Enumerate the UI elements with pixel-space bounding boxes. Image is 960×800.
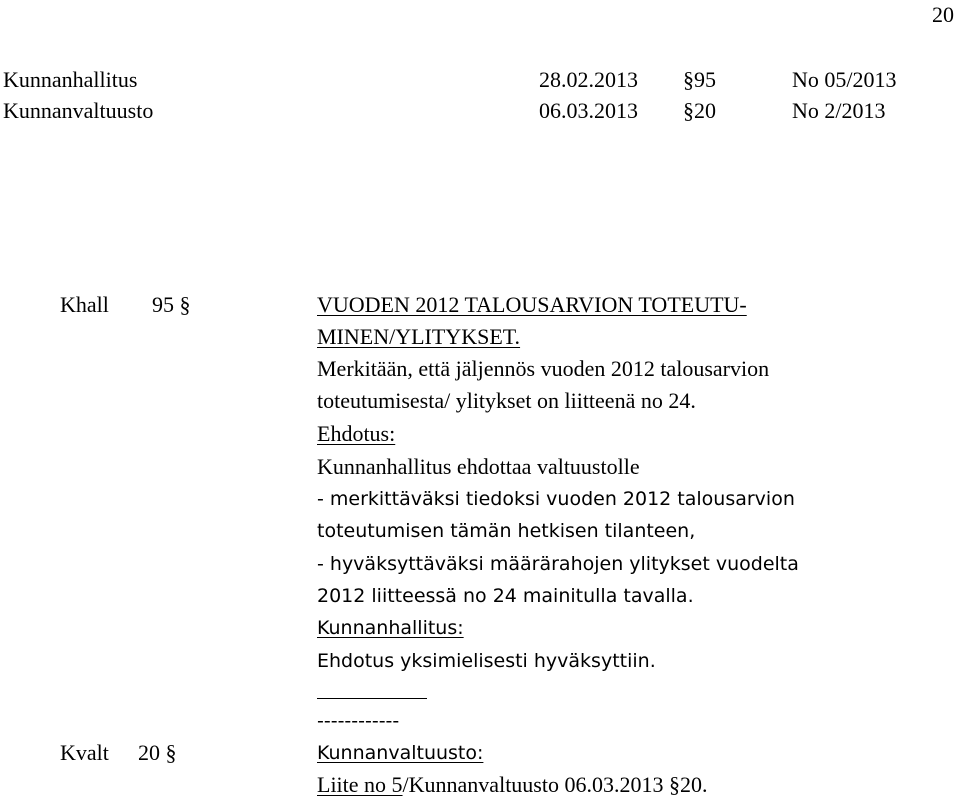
header-organization: Kunnanhallitus <box>3 67 138 92</box>
khall-margin-label <box>60 290 191 320</box>
dash-separator: ------------ <box>317 710 400 732</box>
header-date: 28.02.2013 <box>539 67 638 92</box>
khall-body-line1: Merkitään, että jäljennös vuoden 2012 talousarvion <box>317 356 770 381</box>
proposal-line3: - hyväksyttäväksi määrärahojen ylitykset vuodelta <box>317 553 799 575</box>
proposal-heading: Ehdotus: <box>317 421 396 446</box>
kvalt-margin-label <box>60 738 177 768</box>
khall-section: 95 § <box>152 292 191 317</box>
separator-rule <box>317 698 427 699</box>
header-number: No 05/2013 <box>792 67 897 92</box>
proposal-line2: toteutumisen tämän hetkisen tilanteen, <box>317 520 696 542</box>
header-section: §95 <box>683 67 716 92</box>
kvalt-label: Kvalt <box>60 740 109 765</box>
decision-text: Ehdotus yksimielisesti hyväksyttiin. <box>317 650 656 672</box>
khall-label: Khall <box>60 292 109 317</box>
decision-heading: Kunnanhallitus: <box>317 617 464 639</box>
header-organization: Kunnanvaltuusto <box>3 98 154 123</box>
proposal-line4: 2012 liitteessä no 24 mainitulla tavalla. <box>317 585 694 607</box>
proposal-intro: Kunnanhallitus ehdottaa valtuustolle <box>317 454 640 479</box>
proposal-line1: - merkittäväksi tiedoksi vuoden 2012 talousarvion <box>317 488 795 510</box>
header-row-kunnanhallitus <box>3 65 943 95</box>
khall-title-line2: MINEN/YLITYKSET. <box>317 324 521 349</box>
header-row-kunnanvaltuusto <box>3 96 943 126</box>
attachment-reference: /Kunnanvaltuusto 06.03.2013 §20. <box>402 772 708 797</box>
header-number: No 2/2013 <box>792 98 886 123</box>
kvalt-attachment-line <box>317 770 917 800</box>
attachment-link[interactable]: Liite no 5 <box>317 772 403 797</box>
header-section: §20 <box>683 98 716 123</box>
header-date: 06.03.2013 <box>539 98 638 123</box>
kvalt-heading: Kunnanvaltuusto: <box>317 742 484 764</box>
khall-body-line2: toteutumisesta/ ylitykset on liitteenä no 24. <box>317 388 696 413</box>
page-number: 20 <box>932 2 954 27</box>
khall-title-line1: VUODEN 2012 TALOUSARVION TOTEUTU- <box>317 292 747 317</box>
kvalt-section: 20 § <box>138 740 177 765</box>
